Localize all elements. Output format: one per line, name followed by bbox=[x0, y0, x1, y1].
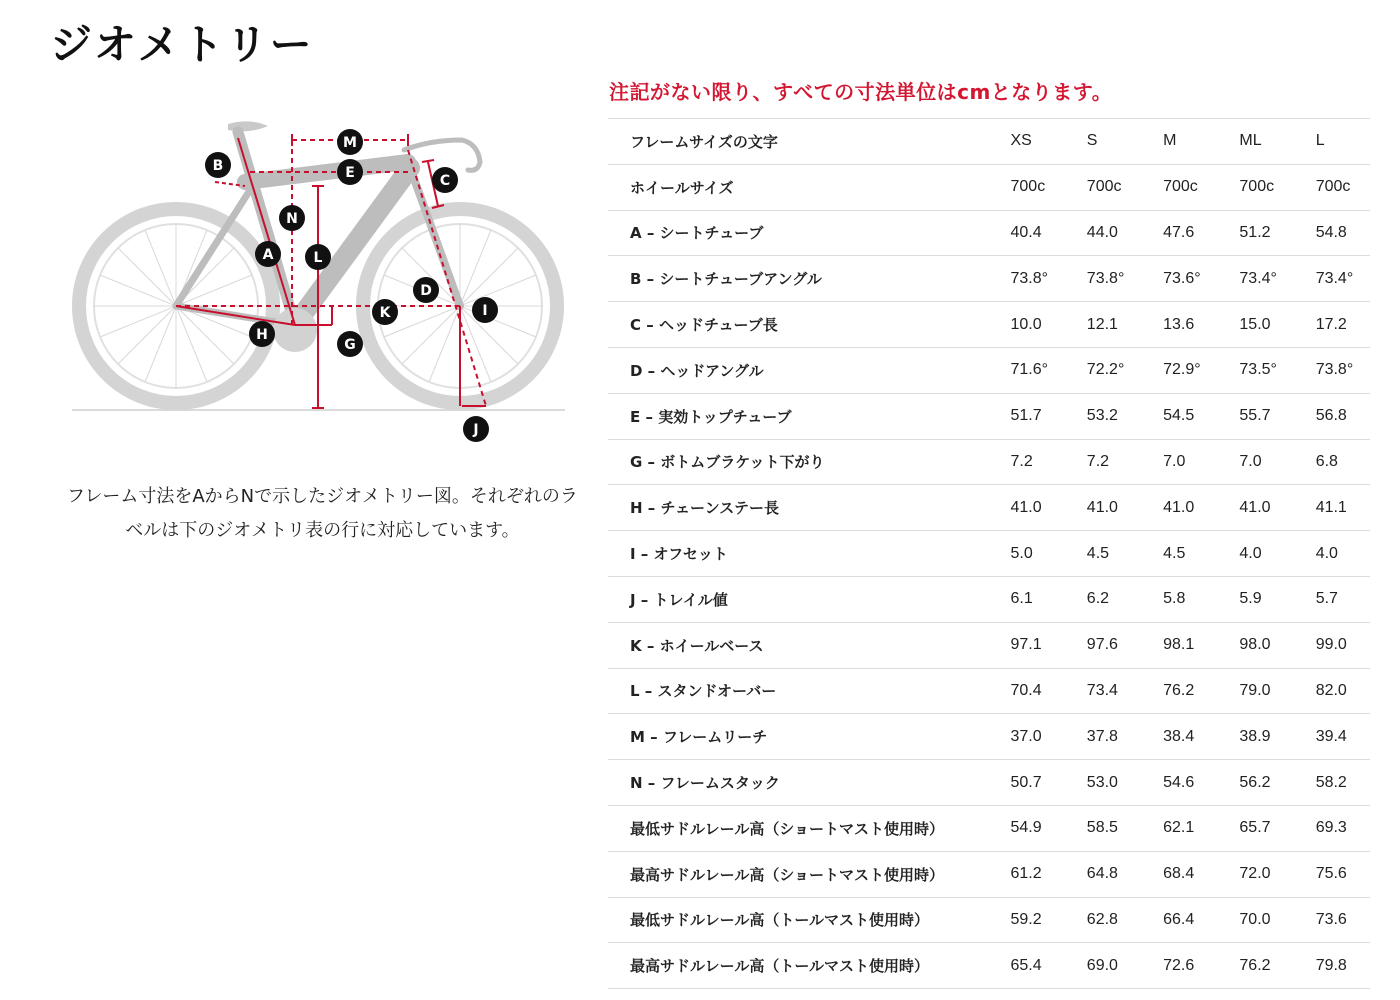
row-label: L – スタンドオーバー bbox=[630, 682, 777, 701]
header-label: フレームサイズの文字 bbox=[630, 132, 778, 151]
row-label: K – ホイールベース bbox=[630, 636, 764, 655]
row-value: 72.9° bbox=[1163, 361, 1201, 379]
row-value: 64.8 bbox=[1086, 865, 1118, 883]
svg-text:M: M bbox=[343, 135, 357, 151]
row-value: 71.6° bbox=[1010, 361, 1049, 379]
row-value: 54.9 bbox=[1010, 819, 1042, 837]
row-value: 70.4 bbox=[1010, 681, 1042, 699]
row-value: 73.5° bbox=[1239, 361, 1277, 379]
svg-text:I: I bbox=[482, 303, 488, 319]
svg-text:D: D bbox=[420, 283, 432, 299]
row-value: 6.1 bbox=[1010, 590, 1033, 608]
row-value: 5.9 bbox=[1239, 590, 1262, 608]
row-value: 17.2 bbox=[1315, 315, 1347, 333]
row-value: 700c bbox=[1239, 178, 1275, 196]
row-label: 最低サドルレール高（ショートマスト使用時） bbox=[630, 819, 945, 838]
svg-text:A: A bbox=[262, 247, 274, 263]
row-value: 98.0 bbox=[1239, 636, 1271, 654]
row-value: 50.7 bbox=[1010, 773, 1042, 791]
row-value: 72.6 bbox=[1163, 956, 1195, 974]
row-value: 73.4° bbox=[1239, 269, 1277, 287]
row-value: 4.5 bbox=[1086, 544, 1110, 562]
row-value: 76.2 bbox=[1239, 956, 1271, 974]
table-row bbox=[608, 164, 1370, 210]
row-value: 99.0 bbox=[1315, 636, 1347, 654]
row-value: 700c bbox=[1163, 178, 1198, 196]
row-label: ホイールサイズ bbox=[630, 178, 734, 197]
geometry-table bbox=[608, 118, 1370, 989]
header-size-xs: XS bbox=[1010, 132, 1032, 150]
row-value: 51.7 bbox=[1010, 407, 1042, 425]
row-value: 53.0 bbox=[1086, 773, 1118, 791]
row-value: 37.8 bbox=[1086, 727, 1118, 745]
row-label: H – チェーンステー長 bbox=[630, 499, 779, 518]
row-value: 41.0 bbox=[1086, 498, 1118, 516]
caption-line-2: ベルは下のジオメトリ表の行に対応しています。 bbox=[125, 520, 520, 541]
svg-text:G: G bbox=[344, 337, 356, 353]
marker-e bbox=[337, 159, 363, 185]
table-row bbox=[608, 393, 1370, 439]
row-value: 54.6 bbox=[1163, 773, 1195, 791]
marker-g bbox=[337, 331, 363, 357]
header-size-s: S bbox=[1086, 132, 1098, 150]
svg-text:L: L bbox=[313, 250, 323, 266]
row-value: 47.6 bbox=[1163, 223, 1195, 241]
row-value: 65.7 bbox=[1239, 819, 1271, 837]
marker-i bbox=[472, 297, 498, 323]
row-value: 98.1 bbox=[1163, 636, 1195, 654]
table-row bbox=[608, 668, 1370, 714]
row-label: J – トレイル値 bbox=[630, 590, 728, 609]
row-value: 58.2 bbox=[1315, 773, 1347, 791]
row-value: 73.8° bbox=[1086, 269, 1125, 287]
table-row bbox=[608, 897, 1370, 943]
row-label: M – フレームリーチ bbox=[630, 728, 768, 747]
table-row bbox=[608, 439, 1370, 485]
row-value: 82.0 bbox=[1315, 681, 1347, 699]
svg-text:E: E bbox=[345, 165, 355, 181]
row-label: C – ヘッドチューブ長 bbox=[630, 316, 778, 335]
row-value: 72.2° bbox=[1086, 361, 1125, 379]
row-value: 4.5 bbox=[1163, 544, 1186, 562]
row-value: 5.8 bbox=[1163, 590, 1186, 608]
marker-l bbox=[305, 244, 331, 270]
row-value: 79.0 bbox=[1239, 681, 1271, 699]
row-value: 4.0 bbox=[1239, 544, 1262, 562]
row-value: 54.8 bbox=[1315, 223, 1347, 241]
row-value: 5.7 bbox=[1315, 590, 1338, 608]
row-value: 69.3 bbox=[1315, 819, 1347, 837]
row-value: 13.6 bbox=[1163, 315, 1195, 333]
row-value: 7.2 bbox=[1086, 452, 1110, 470]
row-value: 7.0 bbox=[1239, 452, 1262, 470]
row-value: 73.4 bbox=[1086, 681, 1118, 699]
row-label: E – 実効トップチューブ bbox=[630, 407, 792, 426]
svg-text:N: N bbox=[286, 211, 298, 227]
header-size-m: M bbox=[1163, 132, 1177, 150]
table-row bbox=[608, 302, 1370, 348]
row-value: 62.1 bbox=[1163, 819, 1195, 837]
row-value: 66.4 bbox=[1163, 910, 1195, 928]
row-value: 76.2 bbox=[1163, 681, 1195, 699]
table-row bbox=[608, 485, 1370, 531]
row-label: N – フレームスタック bbox=[630, 774, 780, 793]
row-value: 73.4° bbox=[1315, 269, 1354, 287]
row-value: 41.0 bbox=[1010, 498, 1042, 516]
diagram-caption bbox=[45, 480, 600, 548]
row-value: 38.9 bbox=[1239, 727, 1271, 745]
row-value: 65.4 bbox=[1010, 956, 1042, 974]
row-value: 40.4 bbox=[1010, 223, 1042, 241]
table-row bbox=[608, 760, 1370, 806]
row-value: 58.5 bbox=[1086, 819, 1118, 837]
bike-geometry-illustration bbox=[70, 110, 570, 450]
marker-b bbox=[205, 152, 231, 178]
row-value: 700c bbox=[1010, 178, 1046, 196]
marker-m bbox=[337, 129, 363, 155]
row-value: 56.2 bbox=[1239, 773, 1271, 791]
table-header-row bbox=[608, 119, 1370, 165]
table-row bbox=[608, 851, 1370, 897]
geometry-diagram bbox=[70, 110, 570, 450]
caption-line-1: フレーム寸法をAからNで示したジオメトリー図。それぞれのラ bbox=[67, 486, 578, 507]
row-label: I – オフセット bbox=[630, 545, 728, 564]
marker-j bbox=[463, 416, 489, 442]
row-label: B – シートチューブアングル bbox=[630, 270, 822, 289]
units-note: 注記がない限り、すべての寸法単位はcmとなります。 bbox=[609, 80, 1113, 104]
row-value: 97.6 bbox=[1086, 636, 1118, 654]
marker-a bbox=[255, 241, 281, 267]
row-value: 59.2 bbox=[1010, 910, 1042, 928]
row-value: 6.2 bbox=[1086, 590, 1110, 608]
row-value: 5.0 bbox=[1010, 544, 1033, 562]
marker-h bbox=[249, 321, 275, 347]
row-value: 55.7 bbox=[1239, 407, 1271, 425]
table-row bbox=[608, 210, 1370, 256]
row-label: D – ヘッドアングル bbox=[630, 361, 764, 380]
marker-n bbox=[279, 205, 305, 231]
row-value: 75.6 bbox=[1315, 865, 1347, 883]
row-value: 53.2 bbox=[1086, 407, 1118, 425]
row-value: 12.1 bbox=[1086, 315, 1118, 333]
row-value: 73.8° bbox=[1315, 361, 1354, 379]
row-value: 38.4 bbox=[1163, 727, 1195, 745]
row-value: 4.0 bbox=[1315, 544, 1338, 562]
header-size-l: L bbox=[1315, 132, 1325, 150]
row-value: 6.8 bbox=[1315, 452, 1338, 470]
marker-c bbox=[432, 167, 458, 193]
row-value: 73.6 bbox=[1315, 910, 1347, 928]
page-title: ジオメトリー bbox=[50, 20, 314, 69]
table-row bbox=[608, 576, 1370, 622]
row-value: 62.8 bbox=[1086, 910, 1118, 928]
marker-k bbox=[372, 299, 398, 325]
row-value: 73.8° bbox=[1010, 269, 1049, 287]
row-value: 37.0 bbox=[1010, 727, 1042, 745]
table-row bbox=[608, 622, 1370, 668]
row-value: 61.2 bbox=[1010, 865, 1042, 883]
row-value: 41.0 bbox=[1239, 498, 1271, 516]
row-value: 39.4 bbox=[1315, 727, 1347, 745]
row-value: 700c bbox=[1086, 178, 1122, 196]
svg-text:K: K bbox=[379, 305, 391, 321]
row-value: 72.0 bbox=[1239, 865, 1271, 883]
svg-text:H: H bbox=[256, 327, 268, 343]
row-value: 15.0 bbox=[1239, 315, 1271, 333]
row-value: 10.0 bbox=[1010, 315, 1042, 333]
row-label: A – シートチューブ bbox=[630, 224, 764, 243]
row-value: 7.2 bbox=[1010, 452, 1033, 470]
table-row bbox=[608, 943, 1370, 989]
svg-text:C: C bbox=[439, 173, 451, 189]
table-row bbox=[608, 256, 1370, 302]
svg-text:J: J bbox=[473, 422, 479, 438]
row-label: 最高サドルレール高（ショートマスト使用時） bbox=[630, 865, 945, 884]
header-size-ml: ML bbox=[1239, 132, 1262, 150]
row-value: 44.0 bbox=[1086, 223, 1118, 241]
row-value: 73.6° bbox=[1163, 269, 1201, 287]
row-value: 51.2 bbox=[1239, 223, 1271, 241]
table-row bbox=[608, 714, 1370, 760]
row-label: 最高サドルレール高（トールマスト使用時） bbox=[630, 957, 930, 976]
row-value: 7.0 bbox=[1163, 452, 1186, 470]
row-value: 69.0 bbox=[1086, 956, 1118, 974]
row-value: 70.0 bbox=[1239, 910, 1271, 928]
row-value: 41.1 bbox=[1315, 498, 1347, 516]
row-value: 56.8 bbox=[1315, 407, 1347, 425]
svg-text:B: B bbox=[212, 158, 224, 174]
row-value: 97.1 bbox=[1010, 636, 1042, 654]
table-row bbox=[608, 531, 1370, 577]
row-value: 79.8 bbox=[1315, 956, 1347, 974]
table-row bbox=[608, 805, 1370, 851]
row-value: 41.0 bbox=[1163, 498, 1195, 516]
row-label: G – ボトムブラケット下がり bbox=[630, 453, 825, 472]
row-value: 68.4 bbox=[1163, 865, 1195, 883]
row-label: 最低サドルレール高（トールマスト使用時） bbox=[630, 911, 930, 930]
row-value: 54.5 bbox=[1163, 407, 1195, 425]
marker-d bbox=[413, 277, 439, 303]
row-value: 700c bbox=[1315, 178, 1351, 196]
table-row bbox=[608, 347, 1370, 393]
